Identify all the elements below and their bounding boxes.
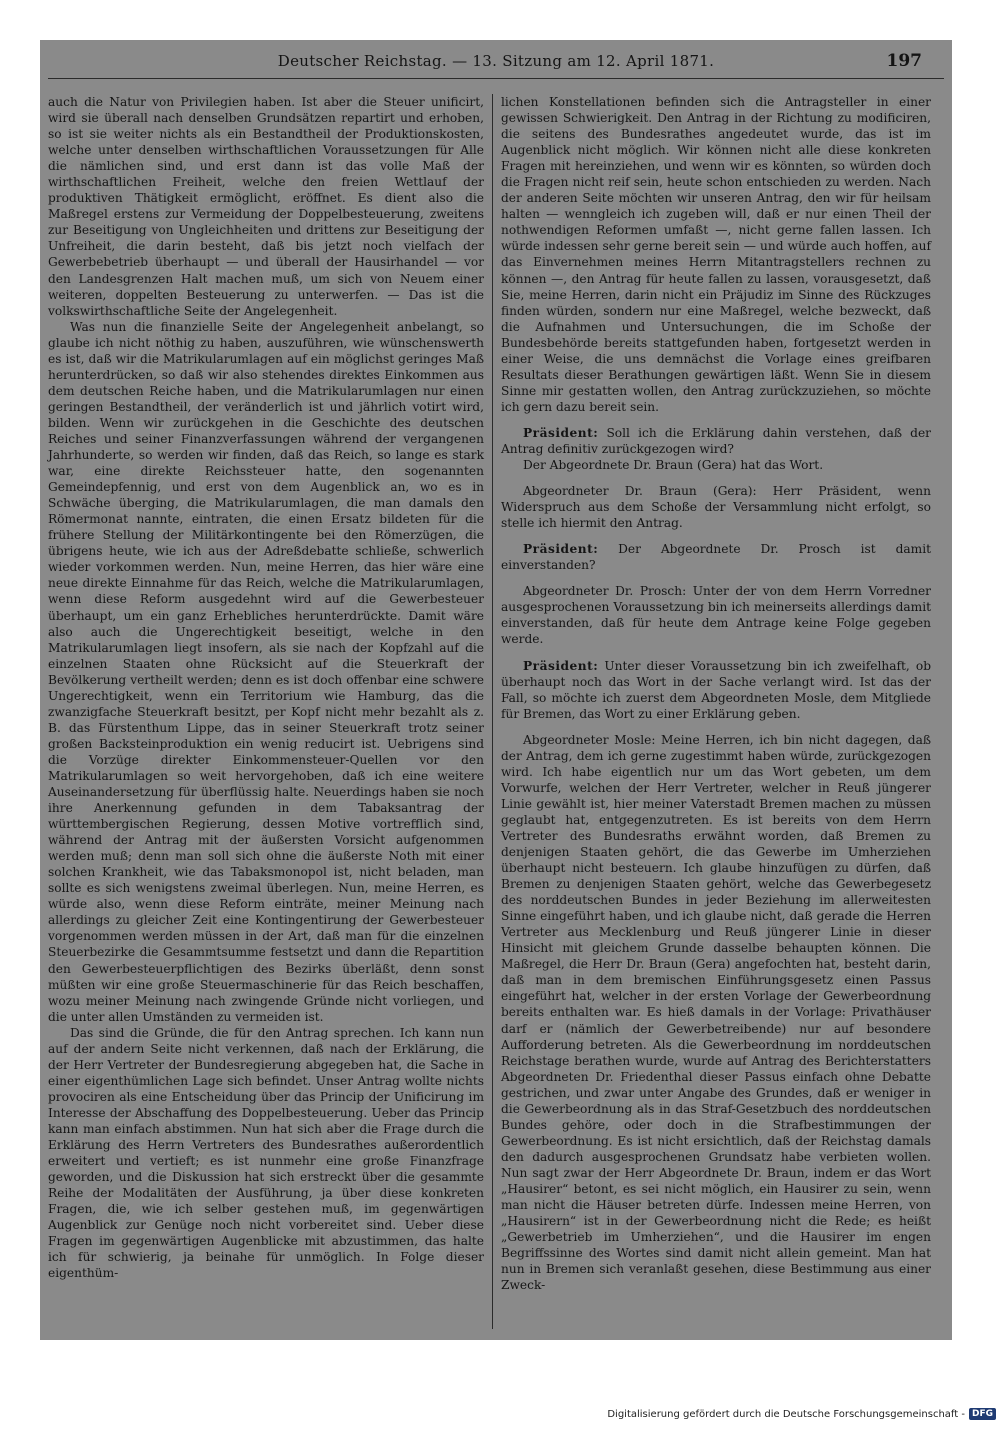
paragraph: Abgeordneter Mosle: Meine Herren, ich bin nicht dagegen, daß der Antrag, dem ich gerne zugestimmt haben würde, zurückgezogen wird. Ich habe eigentlich nur um das Wort gebeten, um dem Vorwurfe, welchen der Herr Vertreter, welcher in Reuß jüngerer Linie gewählt ist, hier meiner Vaterstadt Bremen machen zu müssen geglaubt hat, entgegenzutreten. Es ist bereits von dem Herrn Vertreter des Bundesraths erwähnt worden, daß Bremen zu denjenigen Staaten gehört, die das Gewerbe im Umherziehen überhaupt nicht besteuern. Ich glaube hinzufügen zu dürfen, daß Bremen zu denjenigen Staaten gehört, welche das Gewerbegesetz des norddeutschen Bundes in jeder Beziehung im allerweitesten Sinne eingeführt haben, und ich glaube nicht, daß gerade die Herren Vertreter aus Mecklenburg und Reuß jüngerer Linie in dieser Hinsicht mit gleichem Grunde dasselbe behaupten können. Die Maßregel, die Herr Dr. Braun (Gera) angefochten hat, besteht darin, daß man in dem bremischen Einführungsgesetz einen Passus eingeführt hat, welcher in der ersten Vorlage der Gewerbeordnung bereits enthalten war. Es hieß damals in der Vorlage: Privathäuser darf er (nämlich der Gewerbetreibende) nur auf besondere Aufforderung betreten. Als die Gewerbeordnung im norddeutschen Reichstage berathen wurde, wurde auf Antrag des Berichterstatters Abgeordneten Dr. Friedenthal dieser Passus einfach ohne Debatte gestrichen, und zwar unter Angabe des Grundes, daß er weniger in die Gewerbeordnung als in das Straf-Gesetzbuch des norddeutschen Bundes gehöre, oder doch in die Strafbestimmungen der Gewerbeordnung. Es ist nicht ersichtlich, daß der Reichstag damals den dadurch ausgesprochenen Grundsatz habe verbieten wollen. Nun sagt zwar der Herr Abgeordnete Dr. Braun, indem er das Wort „Hausirer“ betont, es sei nicht möglich, ein Hausirer zu sein, wenn man nicht die Häuser betreten dürfe. Indessen meine Herren, von „Hausirern“ ist in der Gewerbeordnung nicht die Rede; es heißt „Gewerbetrieb im Umherziehen“, und die Hausirer im engen Begriffssinne des Wortes sind damit nicht allein gemeint. Man hat nun in Bremen sich veranlaßt gesehen, diese Bestimmung aus einer Zweck- [501,732,931,1293]
running-title: Deutscher Reichstag. — 13. Sitzung am 12. April 1871. [277,52,715,70]
credit-text: Digitalisierung gefördert durch die Deutsche Forschungsgemeinschaft - [607,1408,965,1420]
speaker-label: Präsident: [523,425,599,440]
speaker-label: Präsident: [523,658,599,673]
column-divider [492,94,493,1329]
dfg-logo: DFG [969,1408,996,1420]
paragraph: Der Abgeordnete Dr. Braun (Gera) hat das Wort. [523,458,824,473]
header-rule [48,78,944,79]
paragraph: Abgeordneter Dr. Prosch: Unter der von dem Herrn Vorredner ausgesprochenen Voraussetzung bin ich meinerseits allerdings damit einverstanden, daß für heute dem Antrage keine Folge gegeben werde. [501,584,931,647]
paragraph: Abgeordneter Dr. Braun (Gera): Herr Präsident, wenn Widerspruch aus dem Schoße der Versammlung nicht erfolgt, so stelle ich hiermit den Antrag. [501,484,931,531]
paragraph: Präsident: Unter dieser Voraussetzung bin ich zweifelhaft, ob überhaupt noch das Wort in der Sache verlangt wird. Ist das der Fall, so möchte ich zuerst dem Abgeordneten Mosle, dem Mitgliede für Bremen, das Wort zu einer Erklärung geben. [501,658,932,721]
paragraph: Was nun die finanzielle Seite der Angelegenheit anbelangt, so glaube ich nicht nöthig zu haben, auszuführen, wie wünschenswerth es ist, daß wir die Matrikularumlagen auf ein möglichst geringes Maß herunterdrücken, so daß wir also stehendes direktes Einkommen aus dem deutschen Reiche haben, und die Matrikularumlagen nur einen geringen Bestandtheil, der veränderlich ist und jährlich votirt wird, bilden. Wenn wir zurückgehen in die Geschichte des deutschen Reiches und seiner Finanzverfassungen während der vergangenen Jahrhunderte, so werden wir finden, daß das Reich, so lange es stark war, eine direkte Reichssteuer hatte, den sogenannten Gemeindepfennig, und erst von dem Augenblick an, wo es in Schwäche überging, die Matrikularumlagen, die man damals den Römermonat nannte, eintraten, die einen Ersatz bildeten für die frühere Stellung der Militärkontingente bei den Römerzügen, die übrigens heute, wie ich aus der Adreßdebatte schließe, schwerlich wieder vorkommen werden. Nun, meine Herren, das hier wäre eine neue direkte Einnahme für das Reich, welche die Matrikularumlagen, wenn diese Reform ausgedehnt wird auf die Gewerbesteuer überhaupt, um ein ganz Erhebliches herunterdrückte. Damit wäre also auch die Ungerechtigkeit beseitigt, welche in den Matrikularumlagen liegt insofern, als sie nach der Kopfzahl auf die einzelnen Staaten ohne Rücksicht auf die Steuerkraft der Bevölkerung vertheilt werden; denn es ist doch offenbar eine schwere Ungerechtigkeit, wenn ein Territorium wie Hamburg, das die zwanzigfache Steuerkraft besitzt, per Kopf nicht mehr bezahlt als z. B. das Fürstenthum Lippe, das in seiner Steuerkraft trotz seiner großen Backsteinproduktion ein wenig reducirt ist. Uebrigens sind die Vorzüge direkter Einkommensteuer-Quellen vor den Matrikularumlagen so weit hervorgehoben, daß ich eine weitere Auseinandersetzung für überflüssig halte. Neuerdings haben sie noch ihre Anerkennung gefunden in dem Tabaksantrag der württembergischen Regierung, dessen Motive vortrefflich sind, während der Antrag mit der äußersten Vorsicht aufgenommen werden muß; denn man soll sich ohne die äußerste Noth mit einer solchen Krankheit, wie das Tabaksmonopol ist, nicht beladen, man sollte es sich wenigstens zweimal überlegen. Nun, meine Herren, es würde also, wenn diese Reform einträte, meiner Meinung nach allerdings zu gleicher Zeit eine Kontingentirung der Gewerbesteuer vorgenommen werden müssen in der Art, daß man für die einzelnen Steuerbezirke die Gesammtsumme festsetzt und dann die Repartition den Gewerbesteuerpflichtigen des Bezirks überläßt, denn sonst müßten wir eine große Steuermaschinerie für das Reich beschaffen, wozu meiner Meinung nach zwingende Gründe nicht vorliegen, und die unter allen Umständen zu vermeiden ist. [48,319,484,1024]
paragraph: Präsident: Soll ich die Erklärung dahin verstehen, daß der Antrag definitiv zurückgezogen wird? [501,425,931,456]
page-number: 197 [886,51,922,71]
page-header [40,52,952,76]
paragraph: auch die Natur von Privilegien haben. Ist aber die Steuer unificirt, wird sie überall nach denselben Grundsätzen repartirt und erhoben, so ist sie weiter nichts als ein Bestandtheil der Produktionskosten, welche unter denselben wirthschaftlichen Voraussetzungen für Alle die nämlichen sind, und erst dann ist das volle Maß der wirthschaftlichen Freiheit, welche den freien Wettlauf der produktiven Thätigkeit ermöglicht, eröffnet. Es dient also die Maßregel erstens zur Vermeidung der Doppelbesteuerung, zweitens zur Beseitigung von Ungleichheiten und drittens zur Beseitigung der Unfreiheit, die darin besteht, daß bis jetzt noch vielfach der Gewerbebetrieb überhaupt — und überall der Hausirhandel — vor den Landesgrenzen Halt machen muß, um sich von Neuem einer weiteren, doppelten Besteuerung zu unterwerfen. — Das ist die volkswirthschaftliche Seite der Angelegenheit. [48,95,484,318]
left-column [48,94,484,1281]
speaker-label: Präsident: [523,542,599,557]
document-page [40,40,952,1340]
paragraph: Das sind die Gründe, die für den Antrag sprechen. Ich kann nun auf der andern Seite nicht verkennen, daß nach der Erklärung, die der Herr Vertreter der Bundesregierung abgegeben hat, die Sache in einer eigenthümlichen Lage sich befindet. Unser Antrag wollte nichts provociren als eine Entscheidung über das Princip der Unificirung im Interesse der Abschaffung des Doppelbesteuerung. Ueber das Princip kann man einfach abstimmen. Nun hat sich aber die Frage durch die Erklärung des Herrn Vertreters des Bundesrathes außerordentlich erweitert und vertieft; es ist nunmehr eine große Finanzfrage geworden, und die Diskussion hat sich erstreckt über die gesammte Reihe der Modalitäten der Ausführung, ja über diese konkreten Fragen, die, wie ich selber gestehen muß, im gegenwärtigen Augenblick zur Genüge noch nicht vorbereitet sind. Ueber diese Fragen im gegenwärtigen Augenblicke mit abzustimmen, das halte ich für schwierig, ja beinahe für unmöglich. In Folge dieser eigenthüm- [48,1025,484,1281]
paragraph: lichen Konstellationen befinden sich die Antragsteller in einer gewissen Schwierigkeit. Den Antrag in der Richtung zu modificiren, die seitens des Bundesrathes angedeutet wurde, das ist im Augenblick nicht möglich. Wir können nicht alle diese konkreten Fragen mit hereinziehen, und wenn wir es könnten, so würden doch die Fragen nicht reif sein, heute schon entschieden zu werden. Nach der anderen Seite möchten wir unseren Antrag, den wir für heilsam halten — wenngleich ich zugeben will, daß er nur einen Theil der nothwendigen Reformen umfaßt —, nicht gerne fallen lassen. Ich würde indessen sehr gerne bereit sein — und würde auch hoffen, auf das Einvernehmen meines Herrn Mitantragstellers rechnen zu können —, den Antrag für heute fallen zu lassen, vorausgesetzt, daß Sie, meine Herren, darin nicht ein Präjudiz im Sinne des Rückzuges finden würden, sondern nur eine Maßregel, welche bezweckt, daß die Aufnahmen und Untersuchungen, die im Schoße der Bundesbehörde bereits stattgefunden haben, fortgesetzt werden in einer Weise, die uns demnächst die Vorlage eines greifbaren Resultats dieser Berathungen gewärtigen läßt. Wenn Sie in diesem Sinne mir gestatten wollen, den Antrag zurückzuziehen, so möchte ich gern dazu bereit sein. [501,95,931,414]
right-column [501,94,931,1293]
paragraph: Präsident: Der Abgeordnete Dr. Prosch ist damit einverstanden? [501,542,931,573]
footer-credit [607,1408,996,1420]
